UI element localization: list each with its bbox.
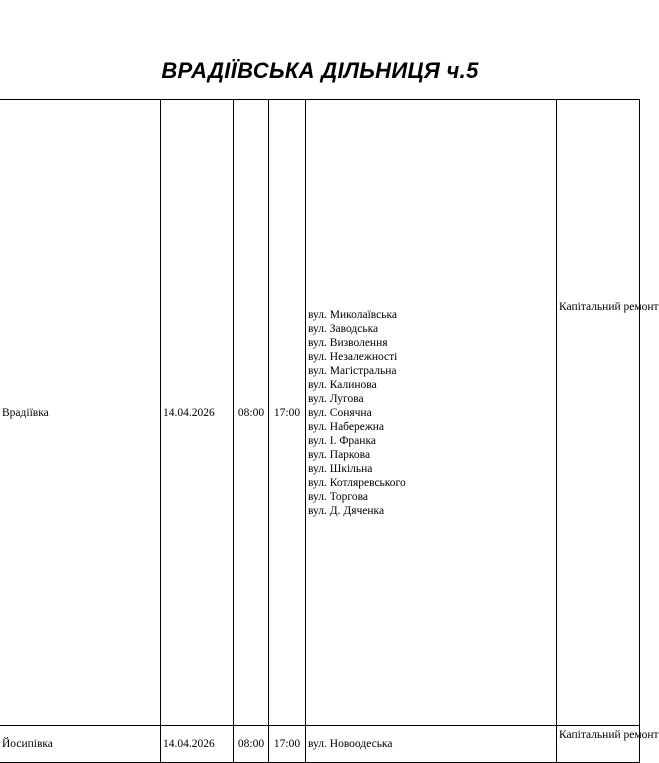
street-item: вул. Новоодеська — [308, 738, 393, 750]
streets-list — [308, 308, 554, 518]
street-item: вул. Паркова — [308, 448, 371, 461]
street-item: вул. Калинова — [308, 378, 377, 391]
date-cell: 14.04.2026 — [161, 100, 234, 726]
outage-table — [0, 99, 659, 763]
street-item: вул. Сонячна — [308, 406, 372, 419]
street-item: вул. Незалежності — [308, 350, 398, 363]
end-time-cell: 17:00 — [269, 100, 306, 726]
end-time-cell: 17:00 — [269, 726, 306, 763]
street-item: вул. Магістральна — [308, 364, 397, 377]
street-item: вул. Д. Дяченка — [308, 504, 385, 517]
street-item: вул. Набережна — [308, 420, 385, 433]
streets-list — [308, 737, 554, 751]
date-cell: 14.04.2026 — [161, 726, 234, 763]
work-type-cell: Капітальний ремонт — [557, 100, 640, 726]
document-title: ВРАДІЇВСЬКА ДІЛЬНИЦЯ ч.5 — [161, 58, 479, 83]
street-item: вул. Заводська — [308, 322, 379, 335]
settlement-cell: Йосипівка — [0, 726, 161, 763]
table-row — [0, 100, 640, 726]
work-type-cell: Капітальний ремонт — [557, 726, 640, 763]
street-item: вул. Визволення — [308, 336, 388, 349]
start-time-cell: 08:00 — [234, 100, 269, 726]
settlement-cell: Врадіївка — [0, 100, 161, 726]
street-item: вул. І. Франка — [308, 434, 376, 447]
street-item: вул. Миколаївська — [308, 308, 398, 321]
start-time-cell: 08:00 — [234, 726, 269, 763]
street-item: вул. Торгова — [308, 490, 368, 503]
street-item: вул. Шкільна — [308, 462, 373, 475]
table-row — [0, 726, 640, 763]
street-item: вул. Лугова — [308, 392, 364, 405]
street-item: вул. Котляревського — [308, 476, 406, 489]
streets-cell — [306, 726, 557, 763]
streets-cell — [306, 100, 557, 726]
